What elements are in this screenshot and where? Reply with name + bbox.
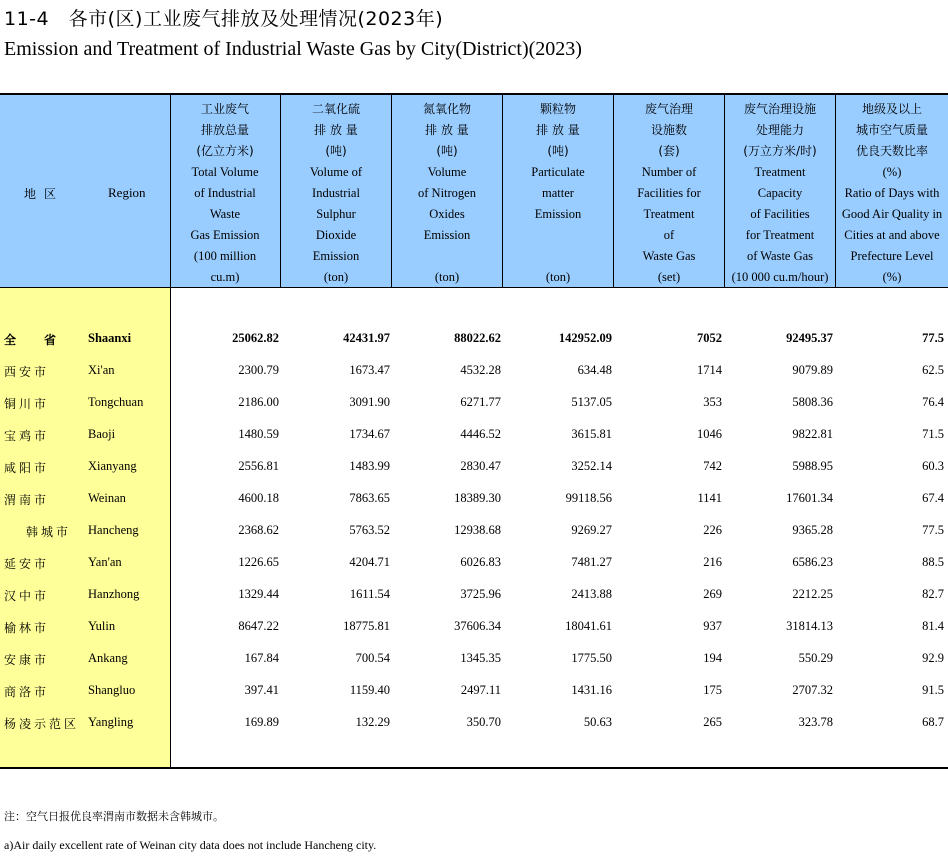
- footnote-en: a)Air daily excellent rate of Weinan city data does not include Hancheng city.: [4, 838, 377, 852]
- header-col-7-line: 地级及以上: [861, 102, 922, 116]
- row-region-en: Yan'an: [88, 555, 122, 569]
- row-value-col-5: 175: [703, 683, 722, 697]
- header-col-5-line: Waste Gas: [642, 249, 696, 263]
- row-value-col-2: 3091.90: [349, 395, 390, 409]
- table-row: [0, 579, 948, 611]
- header-col-6-line: Capacity: [757, 186, 803, 200]
- row-value-col-5: 353: [703, 395, 722, 409]
- row-value-col-3: 18389.30: [454, 491, 501, 505]
- row-value-col-6: 9822.81: [792, 427, 833, 441]
- header-col-5-line: Number of: [641, 165, 697, 179]
- header-col-6-line: (万立方米/时): [743, 144, 817, 158]
- row-value-col-3: 6026.83: [460, 555, 501, 569]
- header-col-2-line: Emission: [312, 249, 360, 263]
- row-value-col-1: 25062.82: [232, 331, 279, 345]
- row-value-col-4: 3252.14: [571, 459, 612, 473]
- row-region-cn: 铜川市: [4, 397, 50, 411]
- row-value-col-6: 31814.13: [786, 619, 833, 633]
- row-value-col-2: 1483.99: [349, 459, 390, 473]
- header-col-7-line: 优良天数比率: [855, 144, 928, 158]
- header-col-3-line: (吨): [436, 144, 458, 158]
- row-value-col-5: 742: [703, 459, 722, 473]
- row-value-col-4: 1775.50: [571, 651, 612, 665]
- row-value-col-2: 1611.54: [349, 587, 390, 601]
- header-col-2-line: (ton): [323, 270, 349, 284]
- row-region-cn: 杨凌示范区: [4, 717, 80, 731]
- header-col-4: [503, 95, 614, 287]
- row-value-col-5: 226: [703, 523, 722, 537]
- row-region-cn: 延安市: [4, 557, 50, 571]
- row-value-col-7: 67.4: [922, 491, 944, 505]
- table-row: [0, 643, 948, 675]
- header-col-3-line: Emission: [423, 228, 471, 242]
- row-value-col-5: 1714: [697, 363, 722, 377]
- header-col-3-line: (ton): [434, 270, 460, 284]
- page-title-en: Emission and Treatment of Industrial Waste Gas by City(District)(2023): [4, 38, 582, 60]
- header-col-4-line: matter: [542, 186, 574, 200]
- row-value-col-7: 82.7: [922, 587, 944, 601]
- row-region-cn: 渭南市: [4, 493, 50, 507]
- row-value-col-1: 2186.00: [238, 395, 279, 409]
- row-value-col-1: 4600.18: [238, 491, 279, 505]
- header-col-2: [281, 95, 392, 287]
- header-col-2-line: 二氧化硫: [311, 102, 360, 116]
- header-col-1-line: 工业废气: [200, 102, 249, 116]
- table-row: [0, 515, 948, 547]
- row-value-col-2: 5763.52: [349, 523, 390, 537]
- row-value-col-1: 167.84: [244, 651, 279, 665]
- row-value-col-3: 1345.35: [460, 651, 501, 665]
- row-region-cn: 咸阳市: [4, 461, 50, 475]
- header-col-5: [614, 95, 725, 287]
- header-col-6-line: of Waste Gas: [746, 249, 814, 263]
- table-row: [0, 451, 948, 483]
- row-region-en: Yangling: [88, 715, 134, 729]
- row-region-en: Baoji: [88, 427, 116, 441]
- row-value-col-6: 323.78: [798, 715, 833, 729]
- row-value-col-6: 92495.37: [786, 331, 833, 345]
- row-value-col-6: 9079.89: [792, 363, 833, 377]
- header-col-7-line: 城市空气质量: [855, 123, 928, 137]
- header-col-5-line: (set): [657, 270, 681, 284]
- data-table: [0, 93, 948, 769]
- row-value-col-5: 7052: [697, 331, 722, 345]
- header-col-6: [725, 95, 836, 287]
- row-value-col-4: 1431.16: [571, 683, 612, 697]
- header-col-4-line: 排 放 量: [536, 123, 580, 137]
- row-region-en: Weinan: [88, 491, 126, 505]
- row-value-col-4: 5137.05: [571, 395, 612, 409]
- row-value-col-3: 12938.68: [454, 523, 501, 537]
- header-col-7: [836, 95, 948, 287]
- header-col-7-line: Ratio of Days with: [844, 186, 940, 200]
- header-col-5-line: 废气治理: [644, 102, 693, 116]
- row-value-col-3: 2497.11: [460, 683, 501, 697]
- row-value-col-4: 50.63: [583, 715, 612, 729]
- header-region-cn: 地区: [24, 187, 65, 201]
- row-value-col-7: 77.5: [922, 331, 944, 345]
- row-value-col-7: 76.4: [922, 395, 944, 409]
- row-region-en: Hanzhong: [88, 587, 140, 601]
- row-value-col-3: 6271.77: [460, 395, 501, 409]
- header-col-1-line: Total Volume: [191, 165, 259, 179]
- header-col-4-line: (吨): [547, 144, 569, 158]
- row-value-col-2: 18775.81: [343, 619, 390, 633]
- row-region-en: Tongchuan: [88, 395, 144, 409]
- row-value-col-7: 92.9: [922, 651, 944, 665]
- header-col-2-line: 排 放 量: [314, 123, 358, 137]
- header-col-1-line: (100 million: [193, 249, 257, 263]
- header-col-4-line: 颗粒物: [539, 102, 576, 116]
- header-col-6-line: (10 000 cu.m/hour): [731, 270, 829, 284]
- header-col-2-line: Industrial: [312, 186, 360, 200]
- row-value-col-4: 634.48: [577, 363, 612, 377]
- header-col-4-line: (ton): [545, 270, 571, 284]
- header-col-7-line: Cities at and above: [844, 228, 940, 242]
- row-value-col-3: 3725.96: [460, 587, 501, 601]
- row-value-col-3: 37606.34: [454, 619, 501, 633]
- row-value-col-3: 4532.28: [460, 363, 501, 377]
- row-value-col-5: 216: [703, 555, 722, 569]
- table-header: [0, 95, 948, 288]
- header-col-1-line: Gas Emission: [190, 228, 260, 242]
- row-region-cn: 宝鸡市: [4, 429, 50, 443]
- row-value-col-2: 42431.97: [343, 331, 390, 345]
- row-region-cn: 商洛市: [4, 685, 50, 699]
- row-value-col-5: 194: [703, 651, 722, 665]
- row-region-en: Shangluo: [88, 683, 136, 697]
- header-col-5-line: (套): [658, 144, 680, 158]
- table-row: [0, 547, 948, 579]
- row-value-col-4: 2413.88: [571, 587, 612, 601]
- row-value-col-6: 550.29: [798, 651, 833, 665]
- page-title-cn: 11-4 各市(区)工业废气排放及处理情况(2023年): [4, 8, 444, 30]
- row-region-cn: 汉中市: [4, 589, 50, 603]
- table-row: [0, 323, 948, 355]
- header-col-1: [170, 95, 281, 287]
- header-col-3-line: 排 放 量: [425, 123, 469, 137]
- row-value-col-7: 71.5: [922, 427, 944, 441]
- header-region-en: Region: [108, 185, 146, 200]
- header-col-3-line: Oxides: [429, 207, 465, 221]
- row-value-col-3: 88022.62: [454, 331, 501, 345]
- table-row: [0, 611, 948, 643]
- header-col-4-line: Particulate: [531, 165, 585, 179]
- header-col-3-line: Volume: [427, 165, 467, 179]
- header-col-2-line: Volume of: [309, 165, 363, 179]
- row-region-cn: 安康市: [4, 653, 50, 667]
- row-value-col-2: 132.29: [355, 715, 390, 729]
- row-value-col-6: 6586.23: [792, 555, 833, 569]
- row-value-col-7: 68.7: [922, 715, 944, 729]
- header-col-5-line: Facilities for: [637, 186, 701, 200]
- row-value-col-3: 350.70: [466, 715, 501, 729]
- row-value-col-6: 2707.32: [792, 683, 833, 697]
- row-value-col-3: 4446.52: [460, 427, 501, 441]
- row-value-col-2: 1673.47: [349, 363, 390, 377]
- header-col-2-line: Sulphur: [316, 207, 356, 221]
- row-value-col-1: 169.89: [244, 715, 279, 729]
- table-row: [0, 483, 948, 515]
- row-value-col-4: 99118.56: [565, 491, 612, 505]
- row-value-col-4: 3615.81: [571, 427, 612, 441]
- footnote-cn: 注：空气日报优良率渭南市数据未含韩城市。: [4, 810, 224, 823]
- row-value-col-1: 2556.81: [238, 459, 279, 473]
- row-value-col-1: 2300.79: [238, 363, 279, 377]
- header-col-7-line: Prefecture Level: [850, 249, 934, 263]
- row-value-col-5: 1141: [697, 491, 722, 505]
- table-row: [0, 419, 948, 451]
- row-value-col-4: 7481.27: [571, 555, 612, 569]
- row-value-col-1: 1329.44: [238, 587, 279, 601]
- row-value-col-5: 937: [703, 619, 722, 633]
- row-value-col-5: 265: [703, 715, 722, 729]
- header-col-6-line: 废气治理设施: [743, 102, 816, 116]
- header-col-2-line: Dioxide: [315, 228, 357, 242]
- row-region-cn: 西安市: [4, 365, 50, 379]
- header-col-1-line: cu.m): [210, 270, 240, 284]
- row-value-col-4: 18041.61: [565, 619, 612, 633]
- row-value-col-5: 1046: [697, 427, 722, 441]
- row-value-col-6: 5988.95: [792, 459, 833, 473]
- row-value-col-7: 60.3: [922, 459, 944, 473]
- row-value-col-7: 88.5: [922, 555, 944, 569]
- header-col-5-line: Treatment: [643, 207, 695, 221]
- row-region-cn: 榆林市: [4, 621, 50, 635]
- row-value-col-7: 81.4: [922, 619, 944, 633]
- row-region-en: Hancheng: [88, 523, 139, 537]
- row-region-en: Ankang: [88, 651, 128, 665]
- header-col-6-line: Treatment: [754, 165, 806, 179]
- header-col-1-line: (亿立方米): [196, 144, 254, 158]
- row-value-col-1: 1480.59: [238, 427, 279, 441]
- header-col-1-line: of Industrial: [194, 186, 256, 200]
- row-value-col-6: 5808.36: [792, 395, 833, 409]
- row-value-col-4: 9269.27: [571, 523, 612, 537]
- row-region-en: Shaanxi: [88, 331, 132, 345]
- row-value-col-2: 1734.67: [349, 427, 390, 441]
- row-value-col-6: 2212.25: [792, 587, 833, 601]
- row-region-en: Yulin: [88, 619, 116, 633]
- row-value-col-2: 700.54: [355, 651, 390, 665]
- header-col-6-line: of Facilities: [750, 207, 810, 221]
- row-value-col-7: 77.5: [922, 523, 944, 537]
- header-col-6-line: for Treatment: [745, 228, 815, 242]
- header-region: [0, 95, 171, 287]
- table-row: [0, 707, 948, 739]
- row-region-cn: 全省: [4, 333, 85, 347]
- header-col-4-line: Emission: [534, 207, 582, 221]
- header-col-3: [392, 95, 503, 287]
- row-value-col-5: 269: [703, 587, 722, 601]
- header-col-2-line: (吨): [325, 144, 347, 158]
- row-value-col-7: 91.5: [922, 683, 944, 697]
- row-value-col-2: 4204.71: [349, 555, 390, 569]
- row-value-col-7: 62.5: [922, 363, 944, 377]
- header-col-3-line: 氮氧化物: [422, 102, 471, 116]
- row-value-col-1: 8647.22: [238, 619, 279, 633]
- header-col-3-line: of Nitrogen: [418, 186, 476, 200]
- row-value-col-4: 142952.09: [558, 331, 612, 345]
- row-value-col-1: 2368.62: [238, 523, 279, 537]
- row-value-col-6: 17601.34: [786, 491, 833, 505]
- table-row: [0, 675, 948, 707]
- row-value-col-1: 397.41: [244, 683, 279, 697]
- header-col-7-line: (%): [882, 270, 902, 284]
- header-col-1-line: Waste: [209, 207, 241, 221]
- table-row: [0, 355, 948, 387]
- header-col-6-line: 处理能力: [755, 123, 804, 137]
- row-region-cn: 韩城市: [26, 525, 72, 539]
- row-value-col-3: 2830.47: [460, 459, 501, 473]
- header-col-1-line: 排放总量: [200, 123, 249, 137]
- row-value-col-1: 1226.65: [238, 555, 279, 569]
- row-value-col-2: 7863.65: [349, 491, 390, 505]
- row-region-en: Xianyang: [88, 459, 137, 473]
- header-col-5-line: 设施数: [650, 123, 687, 137]
- table-row: [0, 387, 948, 419]
- header-col-7-line: Good Air Quality in: [841, 207, 943, 221]
- row-value-col-6: 9365.28: [792, 523, 833, 537]
- row-value-col-2: 1159.40: [349, 683, 390, 697]
- row-region-en: Xi'an: [88, 363, 115, 377]
- header-col-5-line: of: [663, 228, 675, 242]
- header-col-7-line: (%): [882, 165, 902, 179]
